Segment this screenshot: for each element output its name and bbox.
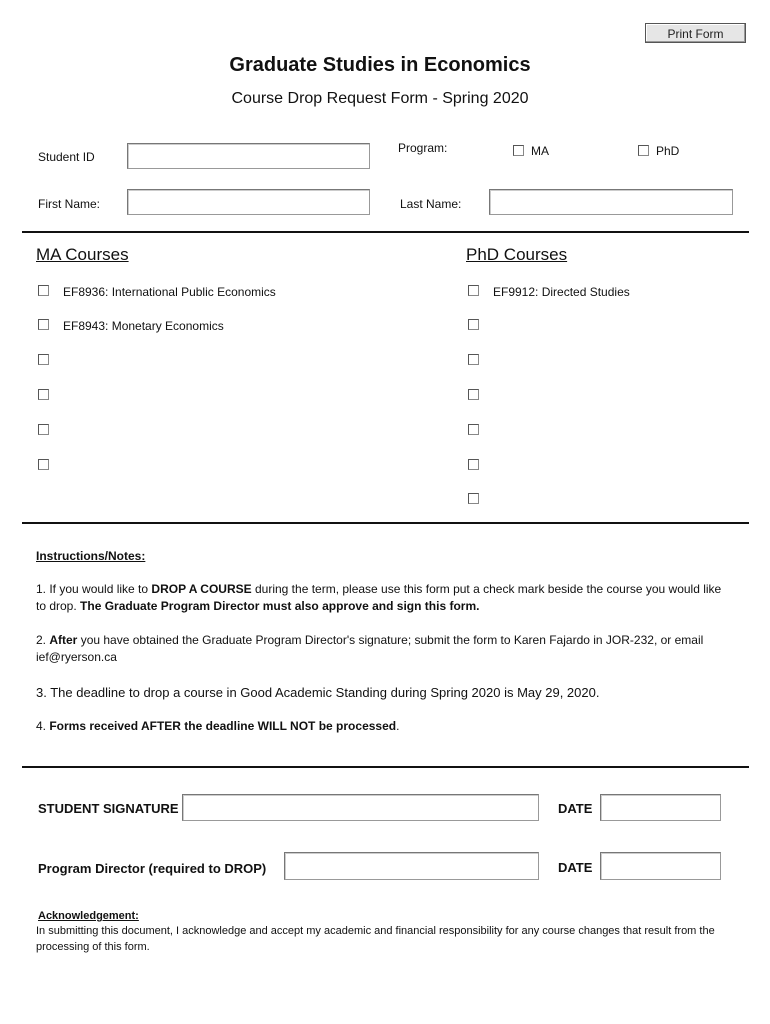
phd-courses-heading: PhD Courses — [466, 245, 568, 264]
student-id-label: Student ID — [38, 150, 95, 164]
phd-course-checkbox[interactable] — [468, 389, 479, 400]
acknowledgement-heading: Acknowledgement: — [38, 910, 139, 922]
program-ma-label: MA — [531, 144, 549, 158]
ma-course-label: EF8943: Monetary Economics — [63, 319, 224, 333]
last-name-field[interactable] — [489, 189, 733, 215]
first-name-label: First Name: — [38, 197, 101, 211]
first-name-field[interactable] — [127, 189, 370, 215]
ma-course-checkbox[interactable] — [38, 285, 49, 296]
program-director-label: Program Director (required to DROP) — [38, 861, 267, 876]
form-subtitle: Course Drop Request Form - Spring 2020 — [231, 90, 529, 107]
acknowledgement-text: In submitting this document, I acknowledge and accept my academic and financial responsibility for any course changes that result from the processing of this form. — [36, 925, 715, 953]
student-signature-label: STUDENT SIGNATURE — [38, 801, 179, 816]
ma-course-checkbox[interactable] — [38, 354, 49, 365]
phd-course-checkbox[interactable] — [468, 354, 479, 365]
divider — [22, 766, 749, 768]
program-director-signature-field[interactable] — [284, 852, 539, 880]
program-label: Program: — [398, 141, 448, 155]
ma-courses-heading: MA Courses — [36, 245, 129, 264]
student-date-field[interactable] — [600, 794, 721, 821]
phd-course-checkbox[interactable] — [468, 493, 479, 504]
student-signature-field[interactable] — [182, 794, 539, 821]
ma-course-label: EF8936: International Public Economics — [63, 285, 276, 299]
program-phd-label: PhD — [656, 144, 680, 158]
divider — [22, 231, 749, 233]
phd-course-checkbox[interactable] — [468, 424, 479, 435]
ma-course-checkbox[interactable] — [38, 459, 49, 470]
program-ma-checkbox[interactable] — [513, 145, 524, 156]
student-id-field[interactable] — [127, 143, 370, 169]
program-phd-checkbox[interactable] — [638, 145, 649, 156]
form-title: Graduate Studies in Economics — [229, 54, 531, 76]
student-date-label: DATE — [558, 801, 593, 816]
director-date-label: DATE — [558, 860, 593, 875]
last-name-label: Last Name: — [400, 197, 462, 211]
ma-course-checkbox[interactable] — [38, 389, 49, 400]
ma-course-checkbox[interactable] — [38, 424, 49, 435]
note-1: 1. If you would like to DROP A COURSE during the term, please use this form put a check mark beside the course you would like to drop. The Graduate Program Director must also approve and sign this form. — [36, 582, 722, 613]
note-2: 2. After you have obtained the Graduate Program Director's signature; submit the form to Karen Fajardo in JOR-232, or email ief@ryerson.ca — [36, 633, 704, 664]
note-3: 3. The deadline to drop a course in Good Academic Standing during Spring 2020 is May 29, 2020. — [36, 685, 600, 700]
print-form-button[interactable]: Print Form — [645, 23, 746, 43]
phd-course-label: EF9912: Directed Studies — [493, 285, 630, 299]
ma-course-checkbox[interactable] — [38, 319, 49, 330]
director-date-field[interactable] — [600, 852, 721, 880]
phd-course-checkbox[interactable] — [468, 459, 479, 470]
note-4: 4. Forms received AFTER the deadline WILL NOT be processed. — [36, 719, 400, 733]
phd-course-checkbox[interactable] — [468, 319, 479, 330]
divider — [22, 522, 749, 524]
phd-course-checkbox[interactable] — [468, 285, 479, 296]
instructions-heading: Instructions/Notes: — [36, 549, 146, 563]
